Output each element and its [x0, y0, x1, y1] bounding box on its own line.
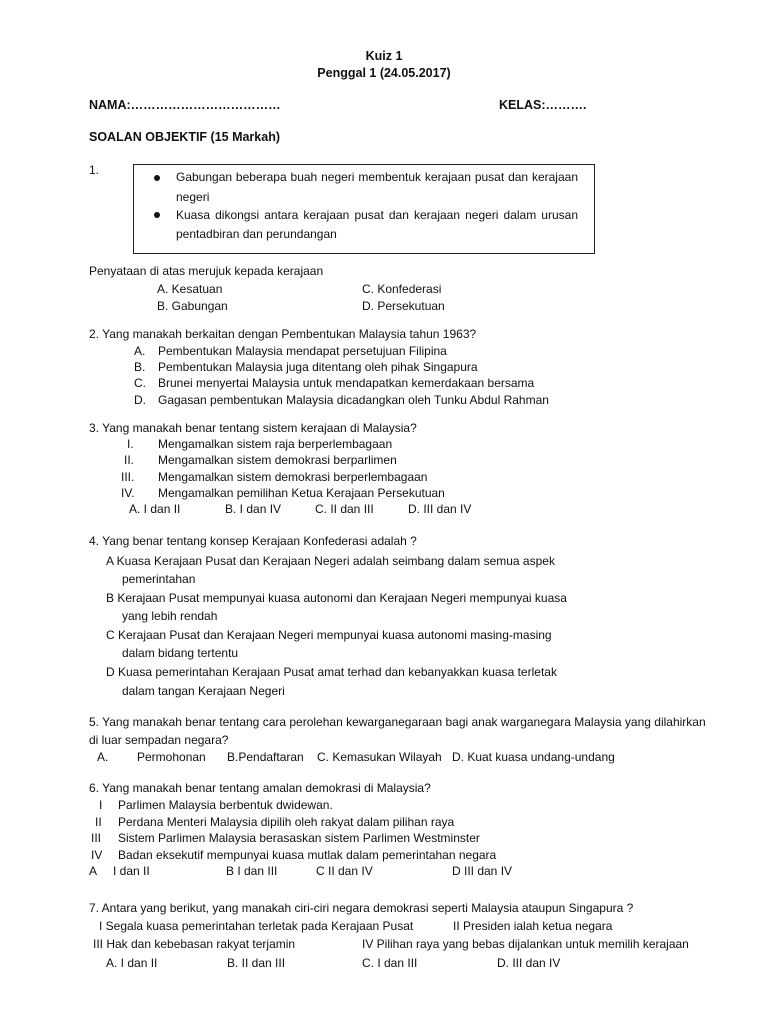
- q6-item-1: Parlimen Malaysia berbentuk dwidewan.: [118, 798, 333, 812]
- q7-answer-c: C. I dan III: [362, 956, 418, 970]
- q5-option-b: B.Pendaftaran: [227, 750, 304, 764]
- q7-answer-a: A. I dan II: [106, 956, 158, 970]
- q1-option-b: B. Gabungan: [157, 299, 228, 313]
- q5-option-c: C. Kemasukan Wilayah: [317, 750, 442, 764]
- q2-option-b: Pembentukan Malaysia juga ditentang oleh pihak Singapura: [158, 360, 478, 374]
- q3-roman-3: III.: [121, 470, 135, 484]
- q4-option-b-cont: yang lebih rendah: [122, 609, 218, 623]
- q1-number: 1.: [89, 163, 100, 177]
- q3-answer-d: D. III dan IV: [408, 502, 472, 516]
- q7-stem: 7. Antara yang berikut, yang manakah ciri-ciri negara demokrasi seperti Malaysia ataupun Singapura ?: [89, 901, 634, 915]
- q3-item-4: Mengamalkan pemilihan Ketua Kerajaan Persekutuan: [158, 486, 445, 500]
- q2-option-c: Brunei menyertai Malaysia untuk mendapatkan kemerdakaan bersama: [158, 376, 535, 390]
- q3-item-1: Mengamalkan sistem raja berperlembagaan: [158, 437, 393, 451]
- q1-option-a: A. Kesatuan: [157, 282, 223, 296]
- q3-roman-1: I.: [127, 437, 134, 451]
- q2-letter-a: A.: [134, 344, 146, 358]
- q6-roman-3: III: [91, 831, 102, 845]
- q4-option-b: B Kerajaan Pusat mempunyai kuasa autonomi dan Kerajaan Negeri mempunyai kuasa: [106, 591, 567, 605]
- q1-option-d: D. Persekutuan: [362, 299, 445, 313]
- q6-roman-4: IV: [91, 848, 103, 862]
- q4-stem: 4. Yang benar tentang konsep Kerajaan Konfederasi adalah ?: [89, 534, 417, 548]
- q3-answer-a: A. I dan II: [129, 502, 181, 516]
- q5-option-a-letter: A.: [97, 750, 109, 764]
- q2-letter-d: D.: [134, 393, 146, 407]
- q4-option-c: C Kerajaan Pusat dan Kerajaan Negeri mempunyai kuasa autonomi masing-masing: [106, 628, 552, 642]
- bullet-icon: [154, 175, 160, 181]
- name-field: NAMA:………………………………: [89, 98, 281, 112]
- q6-answer-a-letter: A: [89, 864, 98, 878]
- q6-roman-2: II: [95, 815, 102, 829]
- q3-stem: 3. Yang manakah benar tentang sistem kerajaan di Malaysia?: [89, 421, 417, 435]
- q3-roman-2: II.: [124, 453, 135, 467]
- q6-item-3: Sistem Parlimen Malaysia berasaskan sistem Parlimen Westminster: [118, 831, 480, 845]
- q1-bullet-1: Gabungan beberapa buah negeri membentuk kerajaan pusat dan kerajaan: [176, 170, 578, 184]
- q2-letter-b: B.: [134, 360, 146, 374]
- page-title: Kuiz 1: [365, 49, 403, 63]
- q6-item-2: Perdana Menteri Malaysia dipilih oleh rakyat dalam pilihan raya: [118, 815, 455, 829]
- q7-item-3: III Hak dan kebebasan rakyat terjamin: [93, 937, 296, 951]
- q1-stem: Penyataan di atas merujuk kepada kerajaan: [89, 264, 324, 278]
- section-title: SOALAN OBJEKTIF (15 Markah): [89, 130, 281, 144]
- q5-stem-line2: di luar sempadan negara?: [89, 733, 229, 747]
- q1-statement-box: [133, 164, 595, 254]
- q4-option-d-cont: dalam tangan Kerajaan Negeri: [122, 684, 285, 698]
- q7-item-4: IV Pilihan raya yang bebas dijalankan untuk memilih kerajaan: [362, 937, 689, 951]
- q4-option-a-cont: pemerintahan: [122, 572, 196, 586]
- q1-bullet-1-cont: negeri: [176, 190, 210, 204]
- q7-answer-d: D. III dan IV: [497, 956, 561, 970]
- q7-item-2: II Presiden ialah ketua negara: [453, 919, 613, 933]
- q3-item-3: Mengamalkan sistem demokrasi berperlembagaan: [158, 470, 428, 484]
- q2-option-d: Gagasan pembentukan Malaysia dicadangkan oleh Tunku Abdul Rahman: [158, 393, 549, 407]
- q6-answer-a: I dan II: [113, 864, 150, 878]
- q2-stem: 2. Yang manakah berkaitan dengan Pembentukan Malaysia tahun 1963?: [89, 327, 477, 341]
- q6-answer-c: C II dan IV: [316, 864, 373, 878]
- q3-answer-c: C. II dan III: [315, 502, 374, 516]
- q5-option-d: D. Kuat kuasa undang-undang: [452, 750, 615, 764]
- q1-bullet-2: Kuasa dikongsi antara kerajaan pusat dan kerajaan negeri dalam urusan: [176, 208, 578, 222]
- q1-option-c: C. Konfederasi: [362, 282, 442, 296]
- bullet-icon: [154, 212, 160, 218]
- q6-roman-1: I: [99, 798, 103, 812]
- q4-option-a: A Kuasa Kerajaan Pusat dan Kerajaan Negeri adalah seimbang dalam semua aspek: [106, 554, 555, 568]
- q3-answer-b: B. I dan IV: [225, 502, 282, 516]
- q7-answer-b: B. II dan III: [227, 956, 286, 970]
- q5-option-a: Permohonan: [137, 750, 206, 764]
- q6-item-4: Badan eksekutif mempunyai kuasa mutlak dalam pemerintahan negara: [118, 848, 497, 862]
- q4-option-d: D Kuasa pemerintahan Kerajaan Pusat amat terhad dan kebanyakkan kuasa terletak: [106, 665, 557, 679]
- q3-item-2: Mengamalkan sistem demokrasi berparlimen: [158, 453, 397, 467]
- q1-bullet-2-cont: pentadbiran dan perundangan: [176, 227, 337, 241]
- q5-stem-line1: 5. Yang manakah benar tentang cara perolehan kewarganegaraan bagi anak warganegara Malaysia yang dilahirkan: [89, 715, 706, 729]
- page-subtitle: Penggal 1 (24.05.2017): [317, 66, 451, 80]
- class-field: KELAS:……….: [499, 98, 587, 112]
- q7-item-1: I Segala kuasa pemerintahan terletak pada Kerajaan Pusat: [99, 919, 414, 933]
- q3-roman-4: IV.: [121, 486, 135, 500]
- q6-answer-b: B I dan III: [226, 864, 278, 878]
- q6-stem: 6. Yang manakah benar tentang amalan demokrasi di Malaysia?: [89, 781, 431, 795]
- q6-answer-d: D III dan IV: [452, 864, 513, 878]
- q4-option-c-cont: dalam bidang tertentu: [122, 646, 239, 660]
- q2-letter-c: C.: [134, 376, 146, 390]
- q2-option-a: Pembentukan Malaysia mendapat persetujuan Filipina: [158, 344, 447, 358]
